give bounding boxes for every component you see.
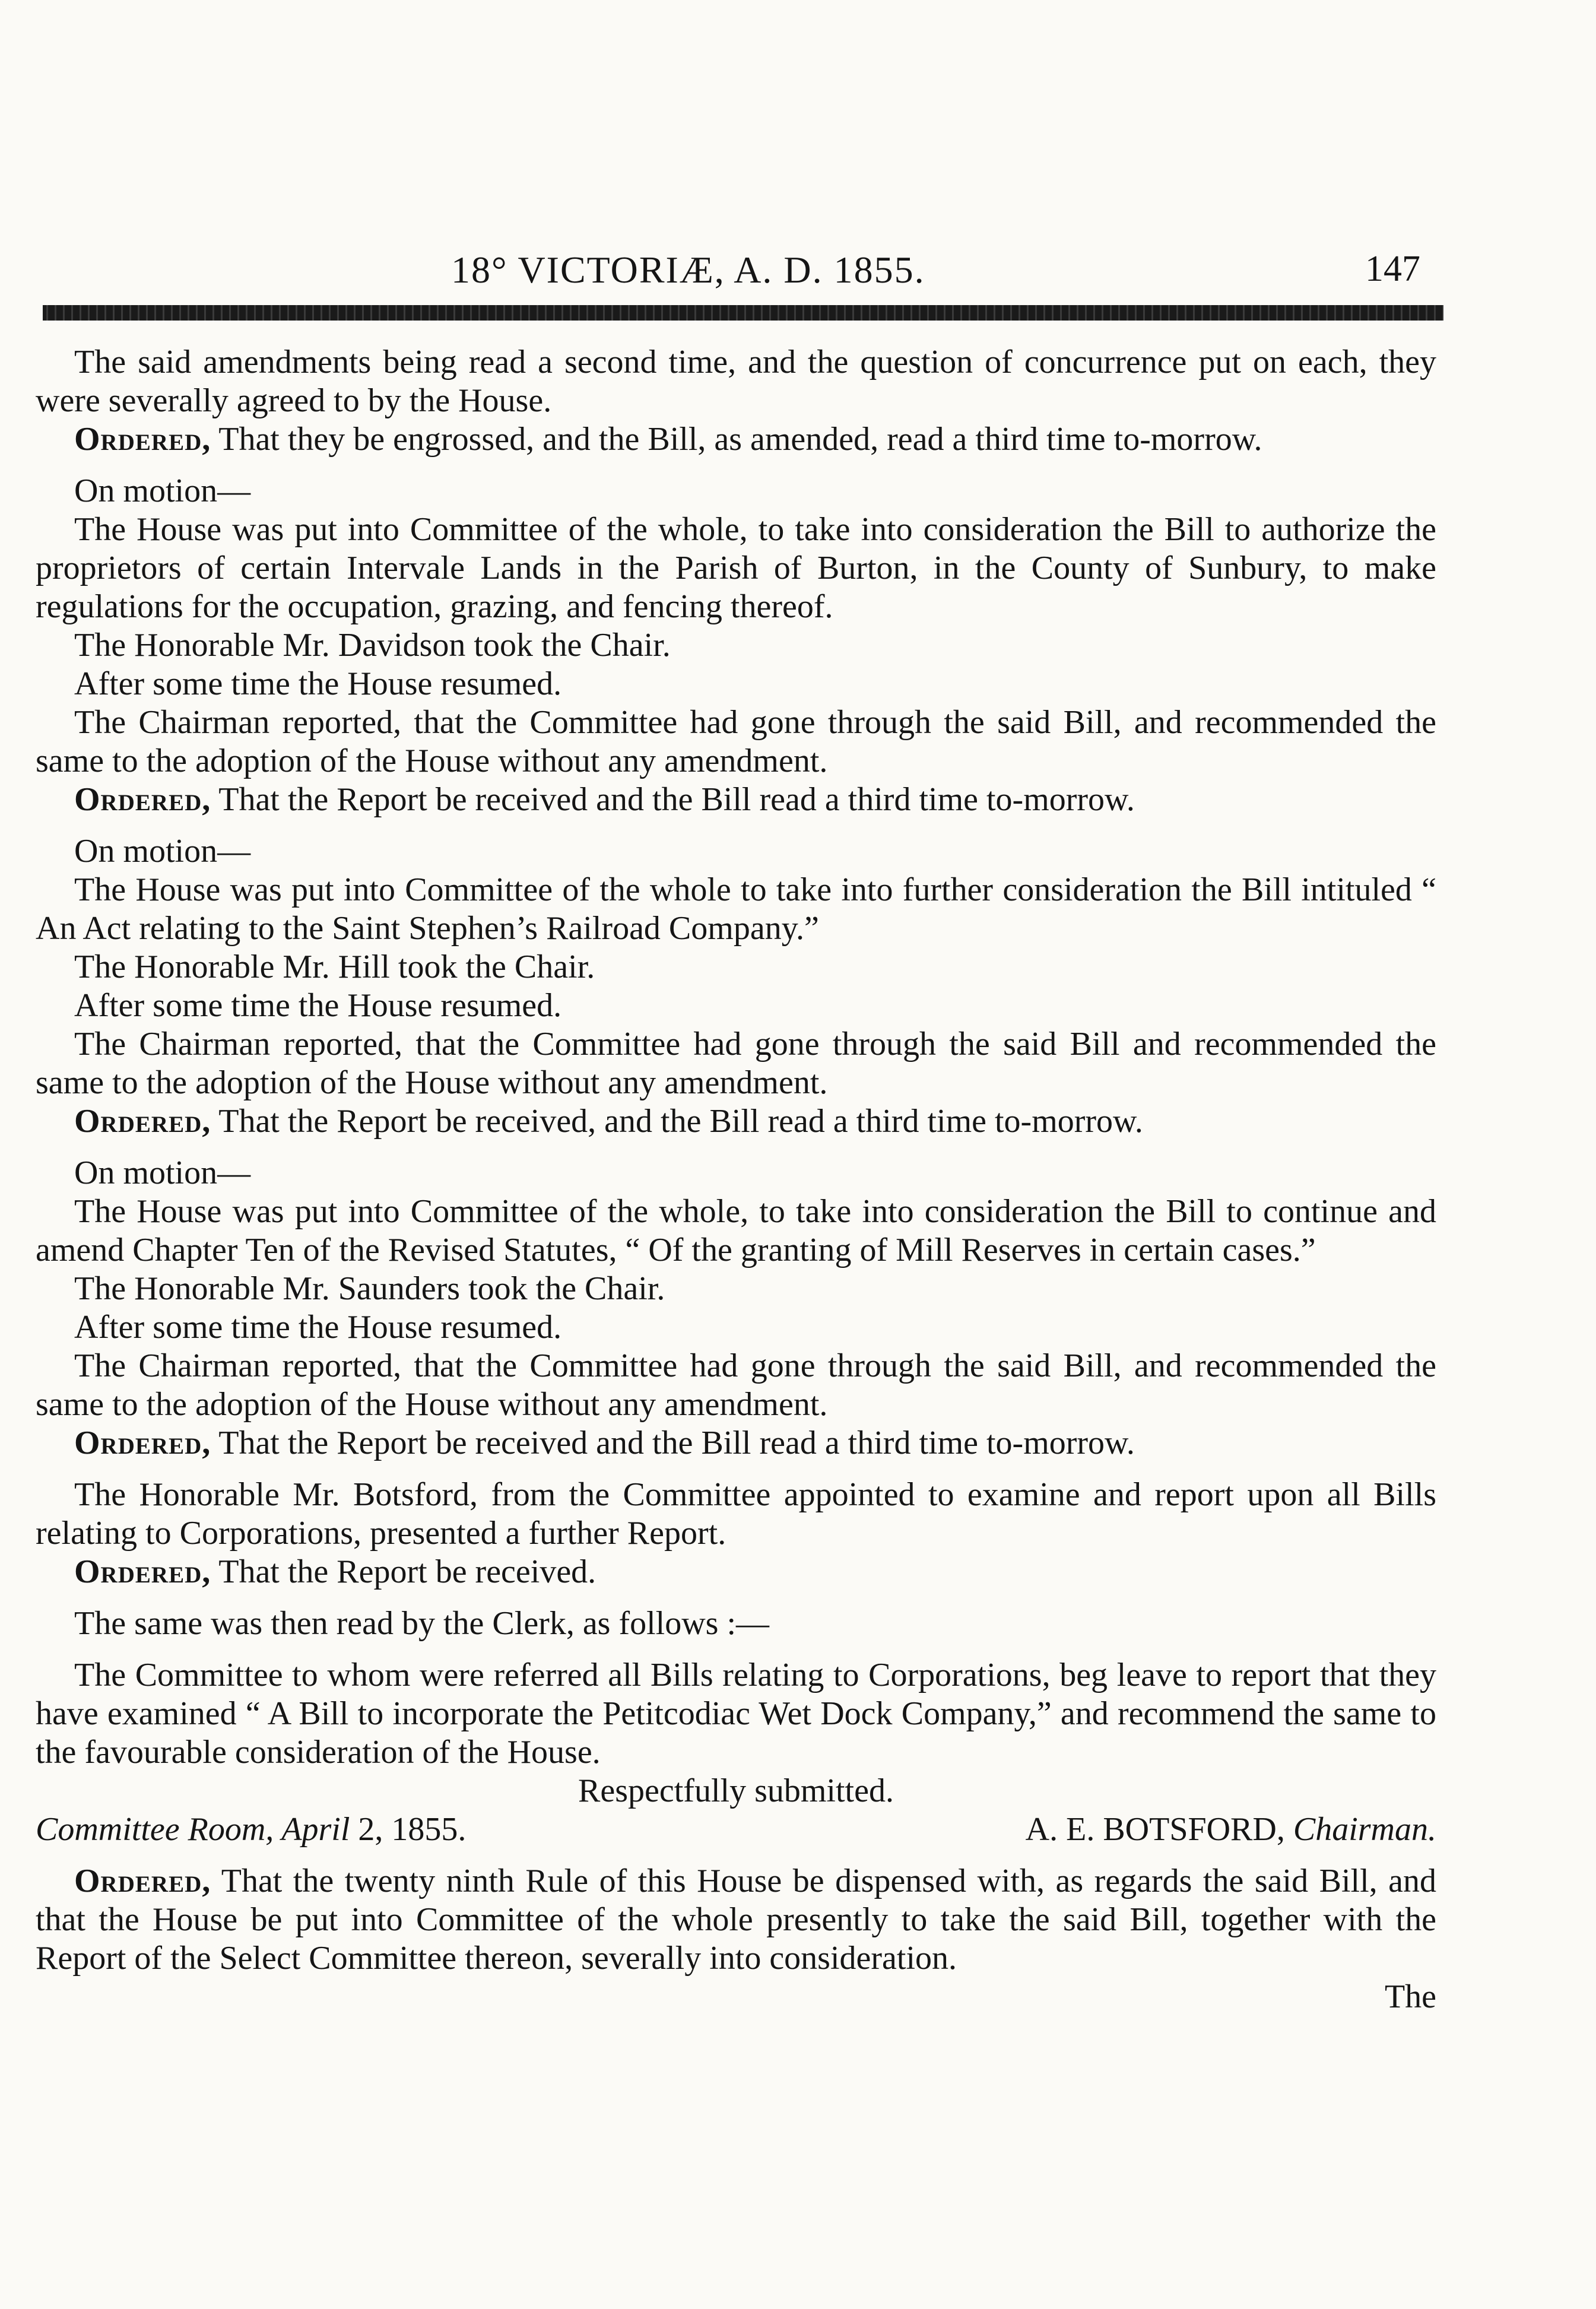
motion-2-report: The Chairman reported, that the Committee had gone through the said Bill and recommended the same to the adoption of the House without any amendment. bbox=[36, 1026, 1436, 1101]
motion-2-resumed: After some time the House resumed. bbox=[74, 987, 562, 1024]
signer-title: Chairman. bbox=[1284, 1811, 1436, 1848]
ordered-label: Ordered, bbox=[74, 781, 211, 818]
motion-3-text: The House was put into Committee of the whole, to take into consideration the Bill to continue and amend Chapter Ten of the Revised Statutes, “ Of the granting of Mill Reserves in certain cases.” bbox=[36, 1193, 1436, 1268]
header-title: 18° VICTORIÆ, A. D. 1855. bbox=[451, 249, 925, 291]
committee-report-text: The Committee to whom were referred all Bills relating to Corporations, beg leave to report that they have examined “ A Bill to incorporate the Petitcodiac Wet Dock Company,” and recommend the same to the favourable consideration of the House. bbox=[36, 1657, 1436, 1771]
motion-2-text: The House was put into Committee of the whole to take into further consideration the Bill intituled “ An Act relating to the Saint Stephen’s Railroad Company.” bbox=[36, 871, 1436, 947]
header-rule bbox=[43, 305, 1443, 321]
ordered-label: Ordered, bbox=[74, 1553, 211, 1590]
document-body bbox=[36, 343, 1436, 2016]
signer-name: A. E. BOTSFORD, bbox=[1025, 1811, 1285, 1848]
page-number: 147 bbox=[1365, 249, 1420, 289]
clerk-read: The same was then read by the Clerk, as follows :— bbox=[74, 1605, 770, 1642]
place-date-italic: Committee Room, April bbox=[36, 1811, 350, 1848]
motion-3-report: The Chairman reported, that the Committee had gone through the said Bill, and recommended the same to the adoption of the House without any amendment. bbox=[36, 1347, 1436, 1423]
ordered-text: That the Report be received and the Bill read a third time to-morrow. bbox=[211, 1425, 1135, 1461]
on-motion-1: On motion— bbox=[74, 472, 251, 509]
on-motion-3: On motion— bbox=[74, 1154, 251, 1191]
ordered-text: That the Report be received and the Bill read a third time to-morrow. bbox=[211, 781, 1135, 818]
motion-3-ordered bbox=[36, 1424, 1436, 1463]
botsford-ordered bbox=[36, 1553, 1436, 1591]
running-header bbox=[0, 248, 1596, 296]
ordered-text: That they be engrossed, and the Bill, as amended, read a third time to-morrow. bbox=[211, 421, 1262, 458]
catchword: The bbox=[1384, 1978, 1436, 2015]
ordered-text: That the Report be received. bbox=[211, 1553, 596, 1590]
ordered-text: That the twenty ninth Rule of this House be dispensed with, as regards the said Bill, and that the House be put into Committee of the whole presently to take the said Bill, together with the Report of the Select Committee thereon, severally into consideration. bbox=[36, 1863, 1436, 1977]
paragraph-amendments: The said amendments being read a second time, and the question of concurrence put on each, they were severally agreed to by the House. bbox=[36, 344, 1436, 419]
ordered-label: Ordered, bbox=[74, 1103, 211, 1140]
place-date bbox=[36, 1810, 466, 1849]
signature-line bbox=[36, 1810, 1436, 1849]
motion-3-chair: The Honorable Mr. Saunders took the Chair. bbox=[74, 1270, 665, 1307]
motion-1-report: The Chairman reported, that the Committee had gone through the said Bill, and recommended the same to the adoption of the House without any amendment. bbox=[36, 704, 1436, 779]
botsford-paragraph: The Honorable Mr. Botsford, from the Committee appointed to examine and report upon all Bills relating to Corporations, presented a further Report. bbox=[36, 1476, 1436, 1552]
ordered-label: Ordered, bbox=[74, 421, 211, 458]
motion-2-ordered bbox=[36, 1102, 1436, 1141]
ordered-label: Ordered, bbox=[74, 1863, 211, 1899]
motion-3-resumed: After some time the House resumed. bbox=[74, 1309, 562, 1346]
ordered-engrossed bbox=[36, 420, 1436, 459]
motion-2-chair: The Honorable Mr. Hill took the Chair. bbox=[74, 949, 595, 985]
respectfully-submitted: Respectfully submitted. bbox=[578, 1772, 894, 1809]
ordered-label: Ordered, bbox=[74, 1425, 211, 1461]
motion-1-resumed: After some time the House resumed. bbox=[74, 665, 562, 702]
signer bbox=[1026, 1810, 1436, 1849]
ordered-text: That the Report be received, and the Bill read a third time to-morrow. bbox=[211, 1103, 1143, 1140]
place-date-plain: 2, 1855. bbox=[350, 1811, 467, 1848]
on-motion-2: On motion— bbox=[74, 833, 251, 870]
motion-1-ordered bbox=[36, 781, 1436, 819]
motion-1-chair: The Honorable Mr. Davidson took the Chair. bbox=[74, 627, 671, 664]
final-ordered bbox=[36, 1862, 1436, 1978]
motion-1-text: The House was put into Committee of the whole, to take into consideration the Bill to authorize the proprietors of certain Intervale Lands in the Parish of Burton, in the County of Sunbury, to make regulations for the occupation, grazing, and fencing thereof. bbox=[36, 511, 1436, 625]
